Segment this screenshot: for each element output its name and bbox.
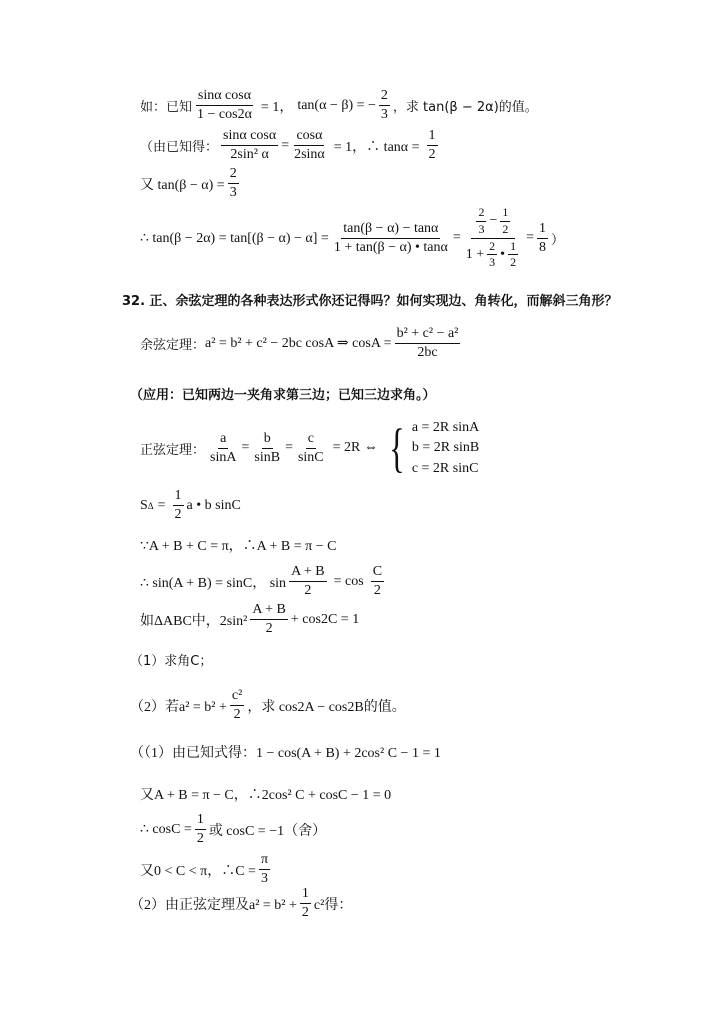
fraction: $\frac{\text{c²}}{2}$ [231, 688, 243, 723]
text: = 2R ⇔ [332, 440, 378, 456]
text: c²得： [313, 897, 353, 913]
fraction: $\frac{2}{3}$ [380, 88, 388, 123]
text: （2）由正弦定理及a² = b² + [130, 897, 297, 913]
text: （由已知得： [140, 140, 219, 156]
solution-1: （（1）由已知式得：1 − cos(A + B) + 2cos² C − 1 = 1 [130, 746, 441, 761]
fraction: $\frac{1}{2}$ [196, 812, 204, 847]
text: ，求 cos2A − cos2B的值。 [247, 699, 406, 715]
text: S [140, 497, 148, 513]
fraction: $\frac{A + B}{2}$ [291, 564, 325, 599]
fraction: $\frac{1}{8}$ [538, 220, 546, 255]
line-also [140, 166, 242, 201]
text: 如：已知 [140, 100, 193, 116]
section-heading: 32. 正、余弦定理的各种表达形式你还记得吗？如何实现边、角转化，而解斜三角形？ [122, 294, 618, 309]
fraction: $\frac{1}{2}$ [301, 886, 309, 921]
solution-3 [140, 812, 326, 847]
text: 又0 < C < π，∴C = [140, 863, 256, 879]
text: = 1，∴ tanα = [333, 139, 420, 155]
text: ∴ tan(β − 2α) = tan[(β − α) − α] = [140, 230, 329, 246]
fraction: $\frac{\cos\alpha}{2\sin\alpha}$ [294, 128, 325, 163]
text: a • b sinC [186, 497, 241, 513]
text: 或 cosC = −1（舍） [208, 823, 327, 839]
fraction: $\frac{1}{2}$ [428, 128, 436, 163]
sine-relation: ∴ sin(A + B) = sinC， sin $\frac{A + B}{2}$ = cos $\frac{C}{2}$ [140, 564, 383, 599]
application-note: （应用：已知两边一夹角求第三边；已知三边求角。） [130, 388, 436, 403]
example [140, 602, 359, 637]
text: + cos2C = 1 [290, 611, 360, 627]
line-given [140, 88, 538, 123]
sine-law: 正弦定理： $\frac{a}{\sin A}$ = $\frac{b}{\sin B}$ = $\frac{c}{\sin C}$ = 2R ⇔ { a = 2R sinA b = 2R sinB c = 2R sinC [140, 418, 480, 479]
line-derived: （由已知得： $\frac{\text{sinα cosα}}{\text{2sin² α}}$ = $\frac{\cos\alpha}{2\sin\alpha}$ = 1，∴ tanα = $\frac{1}{2}$ [140, 128, 436, 163]
question-1: （1）求角C； [130, 654, 213, 669]
line-result: ∴ tan(β − 2α) = tan[(β − α) − α] = $\frac{\tan(\beta - \alpha) - \tan\alpha}{1 + \tan(\beta - \alpha) • \tan\alpha}$ = $\frac{2}{3}$ − $\frac{1}{2}$ 1 + $\frac{2}{3}$ • $\frac{1}{2}$ = $\frac{1}{8}$ ） [140, 205, 564, 270]
text: ） [550, 232, 564, 248]
solution-4 [140, 852, 273, 887]
fraction: $\frac{\text{sinα cosα}}{1 - \cos 2\alpha}$ [197, 88, 252, 123]
text: ，求 tan(β − 2α)的值。 [392, 100, 538, 116]
fraction: $\frac{\pi}{3}$ [260, 852, 269, 887]
equation-system: a = 2R sinA b = 2R sinB c = 2R sinC [411, 420, 480, 476]
fraction: $\frac{\tan(\beta - \alpha) - \tan\alpha}{1 + \tan(\beta - \alpha) • \tan\alpha}$ [333, 220, 448, 255]
text: = 1， [260, 99, 294, 115]
fraction: $\frac{2}{3}$ [229, 166, 237, 201]
area-formula: S Δ = $\frac{1}{2}$ a • b sinC [140, 488, 241, 523]
fraction: $\frac{\text{sinα cosα}}{\text{2sin² α}}$ [223, 128, 277, 163]
text: ∴ cosC = [140, 822, 192, 838]
angle-sum: ∵A + B + C = π，∴A + B = π − C [140, 539, 337, 554]
fraction: $\frac{\text{b² + c² − a²}}{2bc}$ [396, 326, 459, 361]
text: 正弦定理： [140, 442, 206, 458]
fraction: $\frac{a}{\sin A}$ [210, 430, 237, 465]
text: （2）若a² = b² + [130, 699, 227, 715]
solution-5 [130, 886, 352, 921]
fraction: $\frac{A + B}{2}$ [252, 602, 286, 637]
fraction: $\frac{1}{2}$ [174, 488, 182, 523]
text: 如ΔABC中，2sin² [140, 613, 248, 629]
cosine-law [140, 326, 463, 361]
fraction: $\frac{b}{\sin B}$ [254, 430, 281, 465]
question-2 [130, 688, 406, 723]
text: ∴ sin(A + B) = sinC， sin [140, 575, 287, 591]
text: tan(α − β) = − [297, 97, 376, 113]
fraction: $\frac{C}{2}$ [372, 564, 383, 599]
text: a² = b² + c² − 2bc cosA ⇒ cosA = [205, 336, 392, 352]
text: = [452, 230, 461, 246]
solution-2: 又A + B = π − C，∴2cos² C + cosC − 1 = 0 [140, 788, 392, 803]
text: 余弦定理： [140, 338, 206, 354]
fraction: $\frac{c}{\sin C}$ [297, 430, 324, 465]
complex-fraction: $\frac{2}{3}$ − $\frac{1}{2}$ 1 + $\frac{2}{3}$ • $\frac{1}{2}$ [465, 205, 517, 270]
text: 又 tan(β − α) = [140, 177, 225, 193]
